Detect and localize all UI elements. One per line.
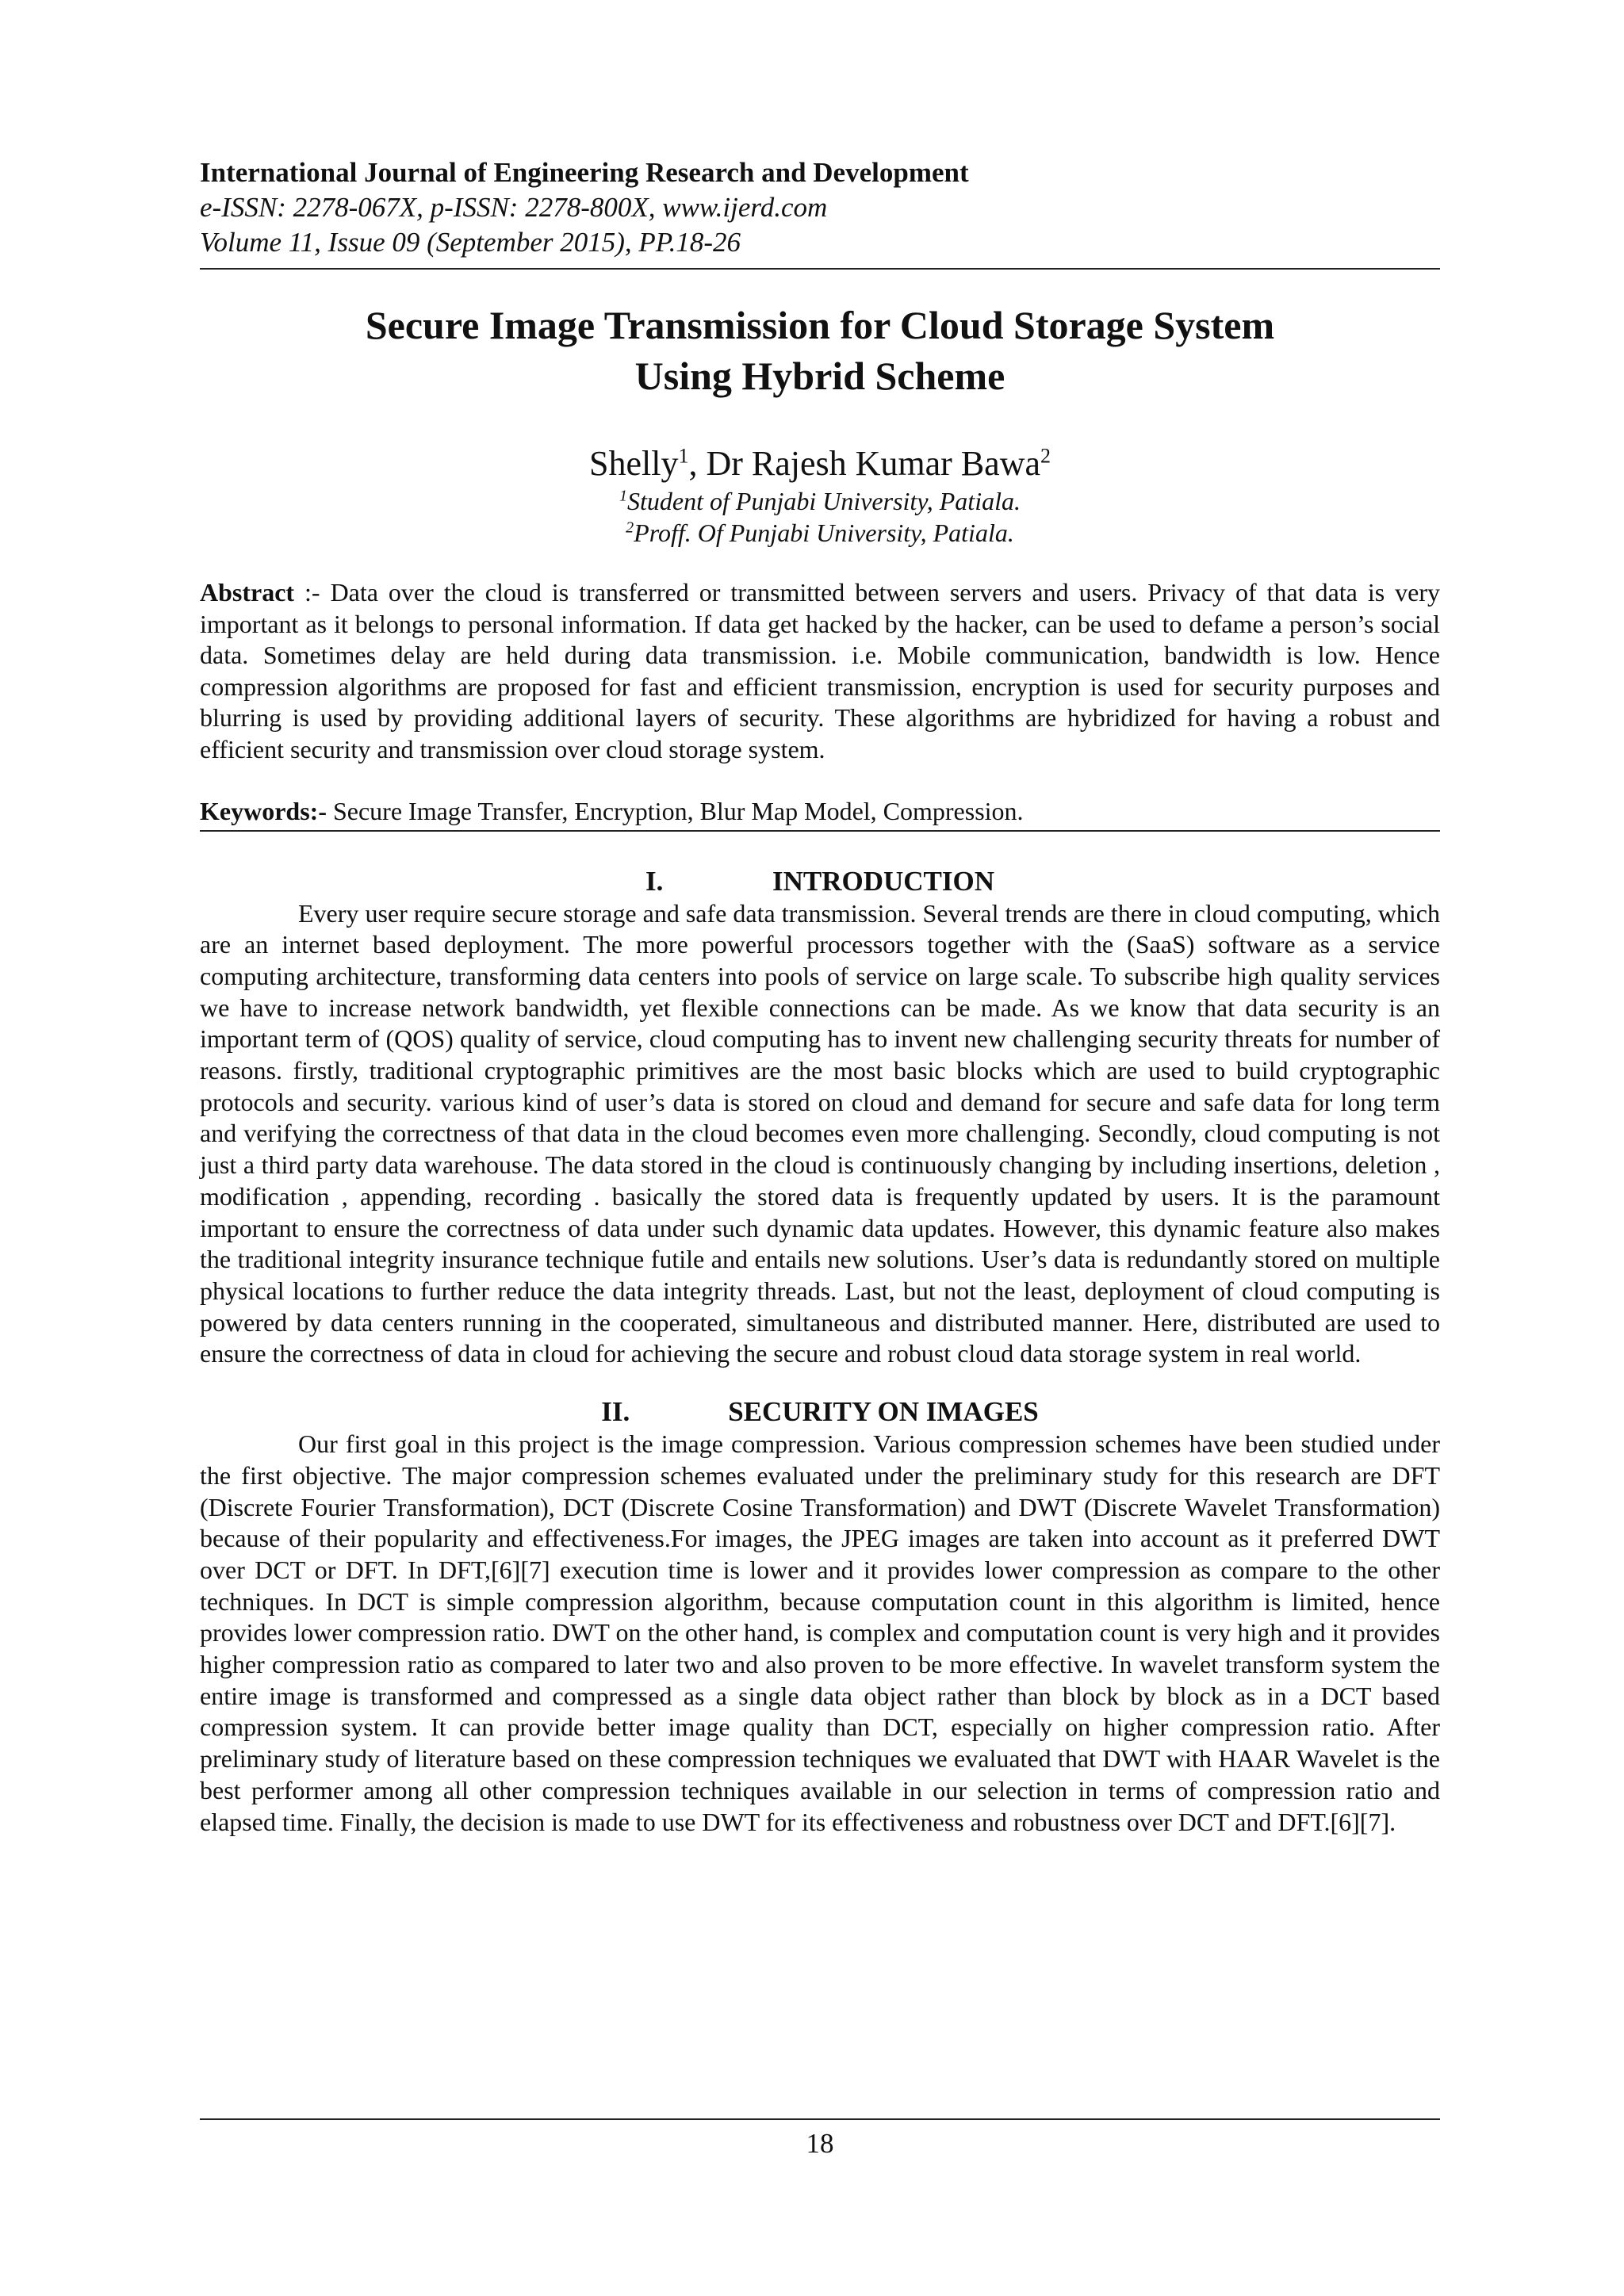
affiliation-1-marker: 1 [619,487,628,505]
abstract-label: Abstract [200,578,295,607]
abstract-separator: :- [294,578,331,607]
section-number: I. [645,865,664,897]
title-line-1: Secure Image Transmission for Cloud Storage System [365,303,1275,347]
security-on-images-paragraph: Our first goal in this project is the image compression. Various compression schemes have been studied under the first objective. The major compression schemes evaluated under the preliminary study for this research are DFT (Discrete Fourier Transformation), DCT (Discrete Cosine Transformation) and DWT (Discrete Wavelet Transformation) because of their popularity and effectiveness.For images, the JPEG images are taken into account as it preferred DWT over DCT or DFT. In DFT,[6][7] execution time is lower and it provides lower compression as compare to the other techniques. In DCT is simple compression algorithm, because computation count in this algorithm is limited, hence provides lower compression ratio. DWT on the other hand, is complex and computation count is very high and it provides higher compression ratio as compared to later two and also proven to be more effective. In wavelet transform system the entire image is transformed and compressed as a single data object rather than block by block as in a DCT based compression system. It can provide better image quality than DCT, especially on higher compression ratio. After preliminary study of literature based on these compression techniques we evaluated that DWT with HAAR Wavelet is the best performer among all other compression techniques available in our selection in terms of compression ratio and elapsed time. Finally, the decision is made to use DWT for its effectiveness and robustness over DCT and DFT.[6][7]. [200,1429,1440,1836]
title-line-2: Using Hybrid Scheme [634,354,1005,398]
footer-divider [200,2118,1440,2120]
author-separator: , [688,444,707,483]
section-title: INTRODUCTION [772,865,995,897]
introduction-paragraph: Every user require secure storage and safe data transmission. Several trends are there in cloud computing, which are an internet based deployment. The more powerful processors together with the (SaaS) software as a service computing architecture, transforming data centers into pools of service on large scale. To subscribe high quality services we have to increase network bandwidth, yet flexible connections can be made. As we know that data security is an important term of (QOS) quality of service, cloud computing has to invent new challenging security threats for number of reasons. firstly, traditional cryptographic primitives are the most basic blocks which are used to build cryptographic protocols and security. various kind of user’s data is stored on cloud and demand for secure and safe data for long term and verifying the correctness of that data in the cloud becomes even more challenging. Secondly, cloud computing is not just a third party data warehouse. The data stored in the cloud is continuously changing by including insertions, deletion , modification , appending, recording . basically the stored data is frequently updated by users. It is the paramount important to ensure the correctness of data under such dynamic data updates. However, this dynamic feature also makes the traditional integrity insurance technique futile and entails new solutions. User’s data is redundantly stored on multiple physical locations to further reduce the data integrity threads. Last, but not the least, deployment of cloud computing is powered by data centers running in the cooperated, simultaneous and distributed manner. Here, distributed are used to ensure the correctness of data in cloud for achieving the secure and robust cloud data storage system in real world. [200,898,1440,1368]
affiliation-2-text: Proff. Of Punjabi University, Patiala. [634,519,1014,547]
paper-title [200,300,1440,401]
affiliation-2-marker: 2 [626,519,634,537]
journal-volume: Volume 11, Issue 09 (September 2015), PP.18-26 [200,227,741,258]
affiliation-1-text: Student of Punjabi University, Patiala. [627,487,1021,515]
section-heading-introduction [200,865,1440,898]
affiliation-2 [200,517,1440,549]
abstract-text: Data over the cloud is transferred or transmitted between servers and users. Privacy of that data is very important as it belongs to personal information. If data get hacked by the hacker, can be used to defame a person’s social data. Sometimes delay are held during data transmission. i.e. Mobile communication, bandwidth is low. Hence compression algorithms are proposed for fast and efficient transmission, encryption is used for security purposes and blurring is used by providing additional layers of security. These algorithms are hybridized for having a robust and efficient security and transmission over cloud storage system. [200,578,1441,763]
page-footer [200,2118,1440,2161]
author-1-marker: 1 [678,444,689,468]
author-2-marker: 2 [1040,444,1051,468]
section-title: SECURITY ON IMAGES [728,1396,1039,1428]
section-number: II. [601,1396,630,1428]
author-2: Dr Rajesh Kumar Bawa [706,444,1040,483]
affiliation-1 [200,485,1440,517]
author-list [200,442,1440,485]
journal-issn: e-ISSN: 2278-067X, p-ISSN: 2278-800X, www.ijerd.com [200,192,828,223]
journal-header [200,155,1440,260]
abstract [200,577,1440,766]
author-1: Shelly [589,444,679,483]
keywords-label: Keywords:- [200,796,327,825]
keywords [200,796,1440,827]
keywords-text: Secure Image Transfer, Encryption, Blur Map Model, Compression. [326,796,1024,825]
journal-name: International Journal of Engineering Research and Development [200,157,969,188]
keywords-divider [200,830,1440,832]
paper-page [200,155,1440,1838]
header-divider [200,268,1440,270]
section-heading-security-on-images [200,1395,1440,1429]
page-number: 18 [806,2128,834,2159]
